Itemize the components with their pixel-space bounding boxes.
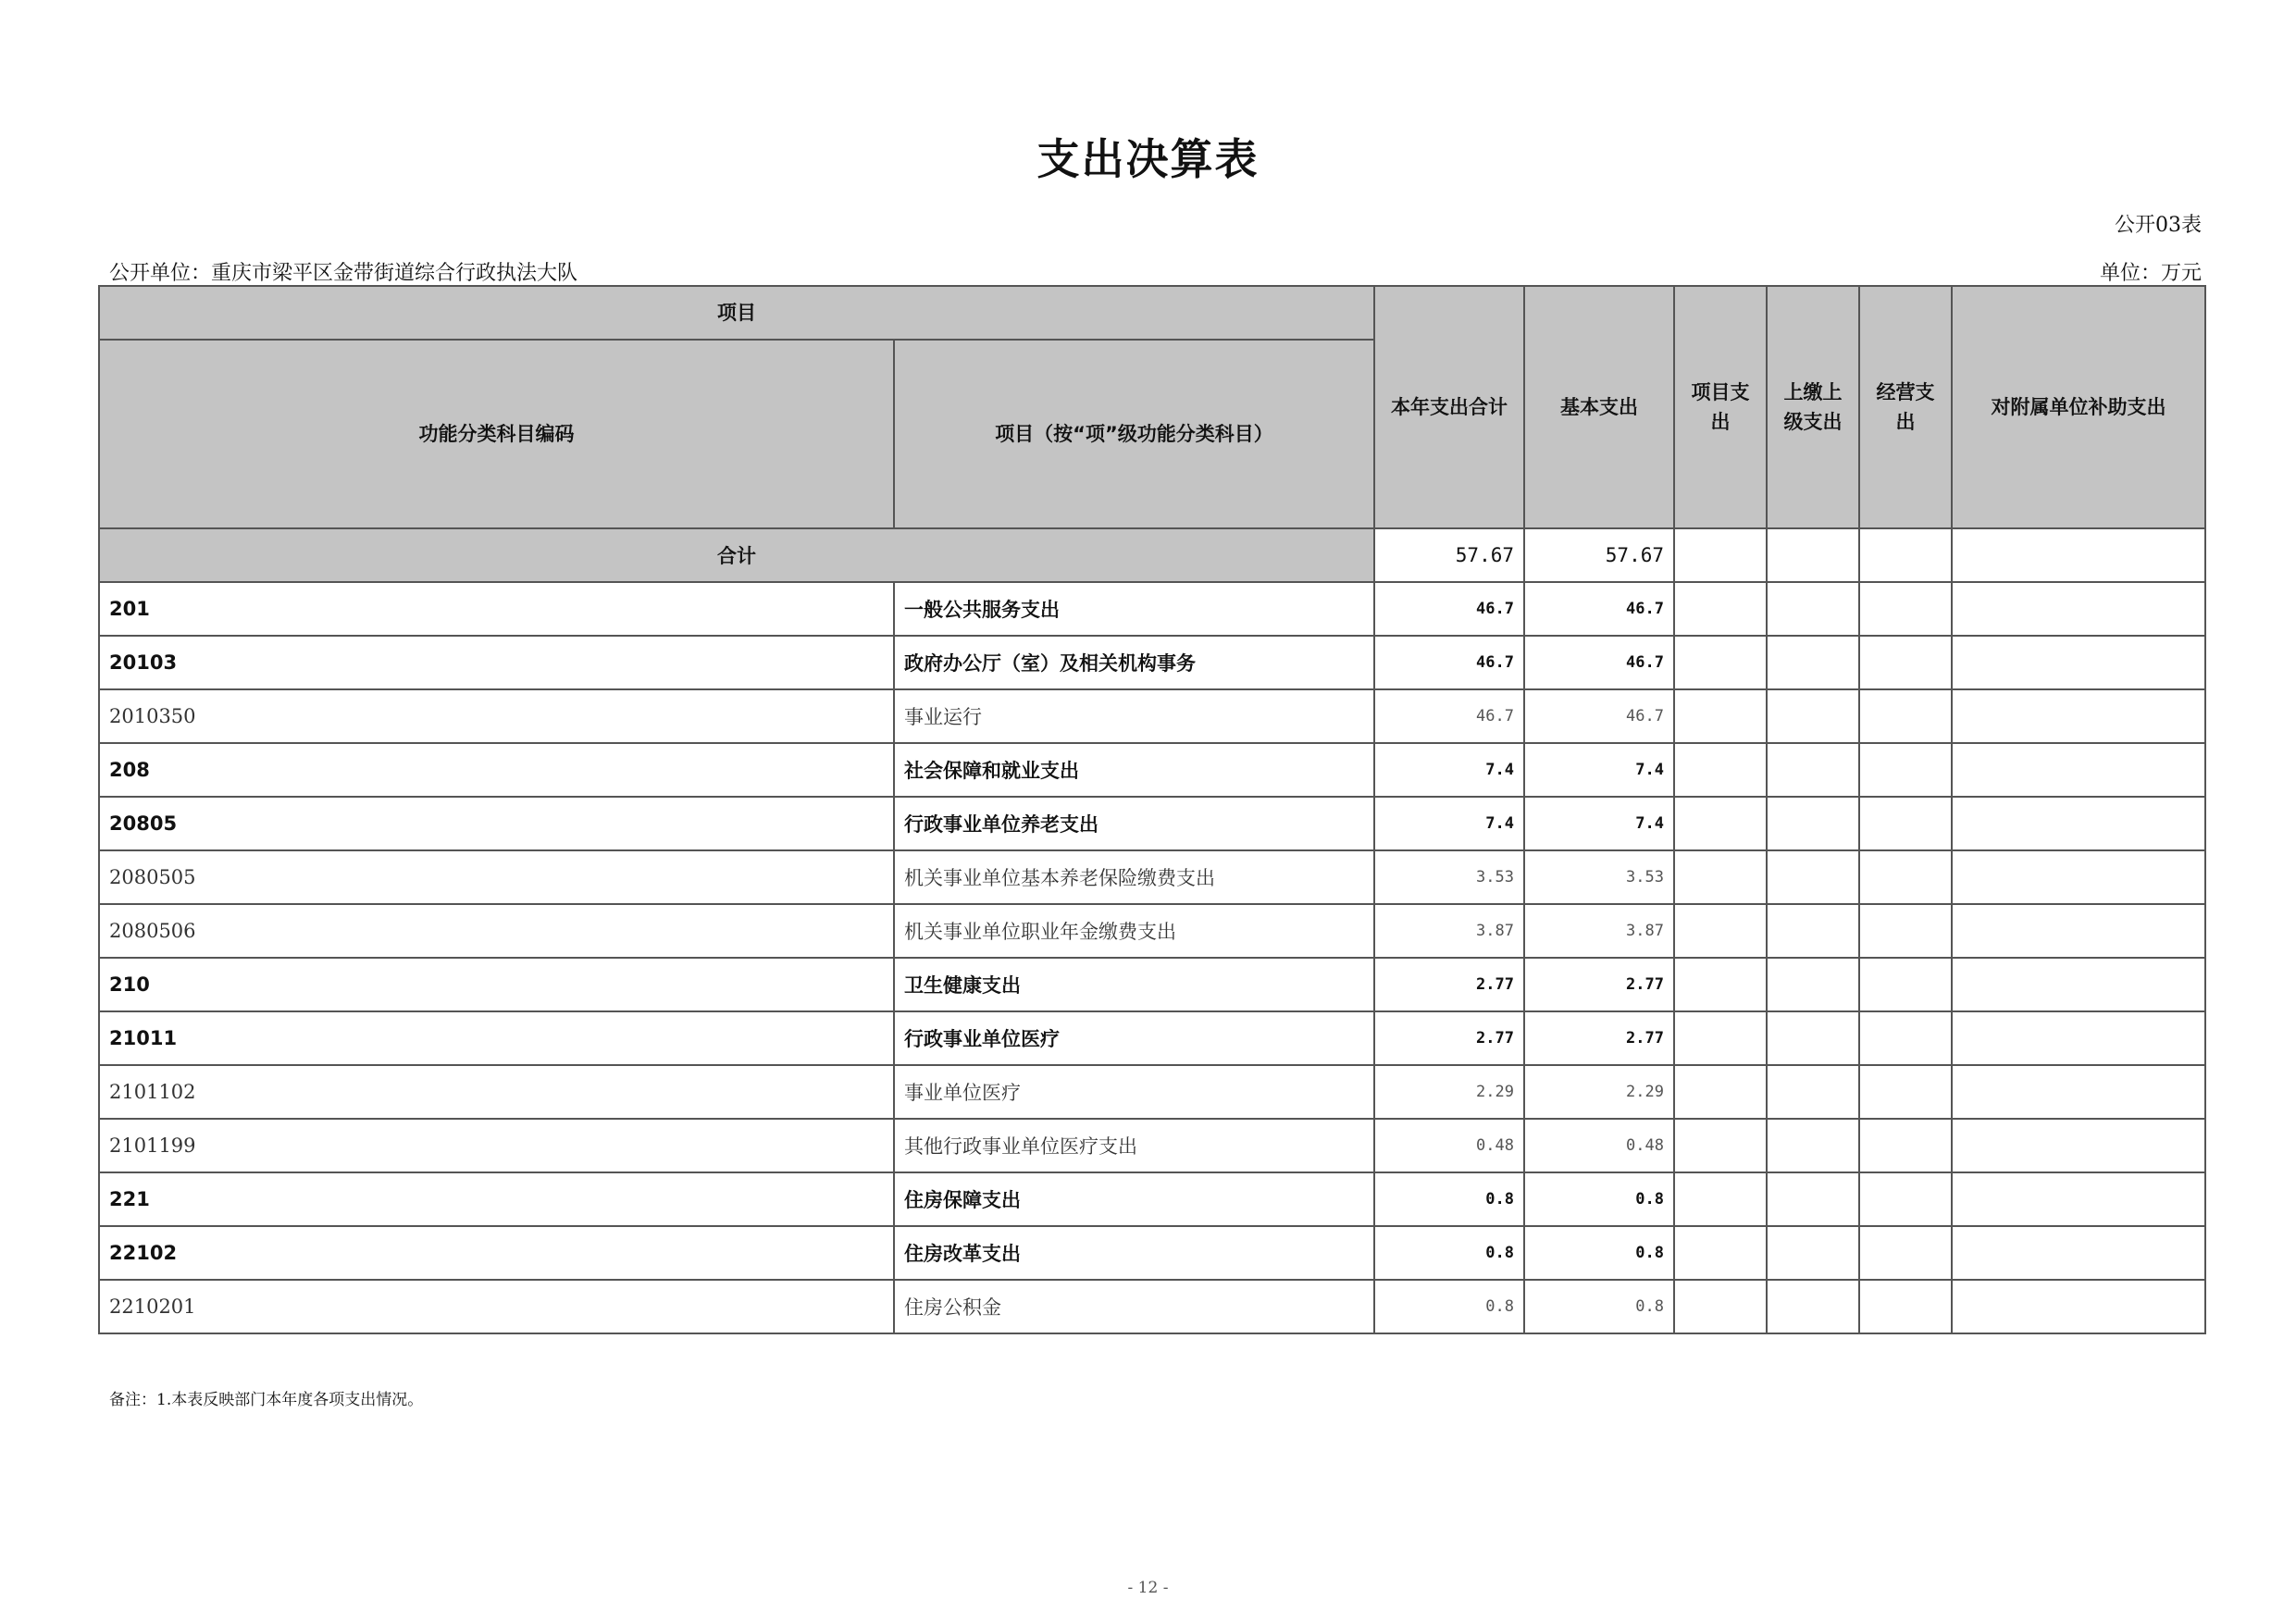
name-cell: 行政事业单位养老支出 — [894, 797, 1374, 850]
name-cell: 其他行政事业单位医疗支出 — [894, 1119, 1374, 1172]
total-cell: 3.53 — [1374, 850, 1524, 904]
code-cell: 2010350 — [99, 689, 894, 743]
empty-cell — [1859, 528, 1952, 582]
empty-cell — [1767, 1119, 1859, 1172]
total-cell: 3.87 — [1374, 904, 1524, 958]
empty-cell — [1674, 689, 1767, 743]
basic-cell: 2.77 — [1524, 1011, 1674, 1065]
table-row — [99, 636, 2205, 689]
name-cell: 事业单位医疗 — [894, 1065, 1374, 1119]
currency-unit: 单位：万元 — [2099, 262, 2202, 285]
total-cell: 0.8 — [1374, 1226, 1524, 1280]
code-cell: 22102 — [99, 1226, 894, 1280]
total-cell: 2.77 — [1374, 1011, 1524, 1065]
basic-cell: 7.4 — [1524, 797, 1674, 850]
code-cell: 20805 — [99, 797, 894, 850]
table-row — [99, 1280, 2205, 1333]
empty-cell — [1952, 1065, 2205, 1119]
empty-cell — [1952, 797, 2205, 850]
empty-cell — [1767, 743, 1859, 797]
header-basic: 基本支出 — [1524, 286, 1674, 528]
name-cell: 住房公积金 — [894, 1280, 1374, 1333]
name-cell: 行政事业单位医疗 — [894, 1011, 1374, 1065]
empty-cell — [1767, 1172, 1859, 1226]
empty-cell — [1674, 636, 1767, 689]
header-total: 本年支出合计 — [1374, 286, 1524, 528]
name-cell: 机关事业单位基本养老保险缴费支出 — [894, 850, 1374, 904]
code-cell: 201 — [99, 582, 894, 636]
empty-cell — [1767, 904, 1859, 958]
name-cell: 事业运行 — [894, 689, 1374, 743]
header-operating: 经营支出 — [1859, 286, 1952, 528]
table-row — [99, 1119, 2205, 1172]
basic-cell: 3.53 — [1524, 850, 1674, 904]
header-subsidy: 对附属单位补助支出 — [1952, 286, 2205, 528]
total-label: 合计 — [99, 528, 1374, 582]
total-cell: 46.7 — [1374, 689, 1524, 743]
code-cell: 20103 — [99, 636, 894, 689]
empty-cell — [1674, 528, 1767, 582]
empty-cell — [1952, 636, 2205, 689]
empty-cell — [1952, 850, 2205, 904]
empty-cell — [1952, 1119, 2205, 1172]
page-title: 支出决算表 — [1036, 134, 1260, 184]
empty-cell — [1767, 689, 1859, 743]
unit-line — [109, 257, 2202, 286]
empty-cell — [1767, 1226, 1859, 1280]
basic-cell: 46.7 — [1524, 689, 1674, 743]
empty-cell — [1859, 689, 1952, 743]
empty-cell — [1674, 1011, 1767, 1065]
expenditure-table — [98, 285, 2206, 1334]
table-row — [99, 1011, 2205, 1065]
header-project: 项目 — [99, 286, 1374, 340]
reporting-unit: 公开单位：重庆市梁平区金带街道综合行政执法大队 — [109, 262, 578, 285]
total-cell: 7.4 — [1374, 743, 1524, 797]
empty-cell — [1767, 582, 1859, 636]
empty-cell — [1859, 1226, 1952, 1280]
code-cell: 221 — [99, 1172, 894, 1226]
basic-cell: 46.7 — [1524, 636, 1674, 689]
basic-cell: 3.87 — [1524, 904, 1674, 958]
total-cell: 2.29 — [1374, 1065, 1524, 1119]
empty-cell — [1952, 1226, 2205, 1280]
empty-cell — [1674, 904, 1767, 958]
empty-cell — [1674, 1065, 1767, 1119]
empty-cell — [1952, 743, 2205, 797]
empty-cell — [1674, 1119, 1767, 1172]
code-cell: 208 — [99, 743, 894, 797]
empty-cell — [1859, 850, 1952, 904]
header-name: 项目（按“项”级功能分类科目） — [894, 340, 1374, 528]
empty-cell — [1859, 582, 1952, 636]
basic-cell: 0.8 — [1524, 1172, 1674, 1226]
empty-cell — [1767, 797, 1859, 850]
empty-cell — [1859, 1280, 1952, 1333]
empty-cell — [1859, 1119, 1952, 1172]
header-upper-payment: 上缴上级支出 — [1767, 286, 1859, 528]
total-cell: 7.4 — [1374, 797, 1524, 850]
table-row — [99, 797, 2205, 850]
name-cell: 政府办公厅（室）及相关机构事务 — [894, 636, 1374, 689]
code-cell: 2101199 — [99, 1119, 894, 1172]
empty-cell — [1952, 582, 2205, 636]
empty-cell — [1859, 743, 1952, 797]
basic-cell: 2.77 — [1524, 958, 1674, 1011]
empty-cell — [1952, 528, 2205, 582]
name-cell: 住房改革支出 — [894, 1226, 1374, 1280]
table-row — [99, 1172, 2205, 1226]
empty-cell — [1952, 1280, 2205, 1333]
empty-cell — [1952, 1172, 2205, 1226]
code-cell: 2080505 — [99, 850, 894, 904]
empty-cell — [1767, 636, 1859, 689]
empty-cell — [1859, 636, 1952, 689]
empty-cell — [1767, 528, 1859, 582]
empty-cell — [1674, 797, 1767, 850]
name-cell: 机关事业单位职业年金缴费支出 — [894, 904, 1374, 958]
empty-cell — [1674, 743, 1767, 797]
empty-cell — [1952, 689, 2205, 743]
code-cell: 2210201 — [99, 1280, 894, 1333]
name-cell: 社会保障和就业支出 — [894, 743, 1374, 797]
total-value: 57.67 — [1374, 528, 1524, 582]
table-row — [99, 850, 2205, 904]
table-row — [99, 904, 2205, 958]
basic-cell: 7.4 — [1524, 743, 1674, 797]
name-cell: 住房保障支出 — [894, 1172, 1374, 1226]
page-number: - 12 - — [1127, 1579, 1169, 1597]
empty-cell — [1952, 1011, 2205, 1065]
empty-cell — [1674, 1226, 1767, 1280]
total-row — [99, 528, 2205, 582]
empty-cell — [1767, 1011, 1859, 1065]
empty-cell — [1767, 958, 1859, 1011]
table-row — [99, 1226, 2205, 1280]
header-project-expenditure: 项目支出 — [1674, 286, 1767, 528]
basic-cell: 2.29 — [1524, 1065, 1674, 1119]
code-cell: 21011 — [99, 1011, 894, 1065]
name-cell: 卫生健康支出 — [894, 958, 1374, 1011]
empty-cell — [1674, 958, 1767, 1011]
empty-cell — [1952, 958, 2205, 1011]
empty-cell — [1952, 904, 2205, 958]
form-number: 公开03表 — [2115, 214, 2202, 237]
table-row — [99, 582, 2205, 636]
code-cell: 2101102 — [99, 1065, 894, 1119]
empty-cell — [1674, 850, 1767, 904]
empty-cell — [1674, 1172, 1767, 1226]
code-cell: 2080506 — [99, 904, 894, 958]
table-row — [99, 958, 2205, 1011]
basic-cell: 0.8 — [1524, 1280, 1674, 1333]
table-row — [99, 689, 2205, 743]
empty-cell — [1859, 1065, 1952, 1119]
total-cell: 46.7 — [1374, 582, 1524, 636]
total-basic-value: 57.67 — [1524, 528, 1674, 582]
total-cell: 46.7 — [1374, 636, 1524, 689]
empty-cell — [1859, 1172, 1952, 1226]
footnote: 备注：1.本表反映部门本年度各项支出情况。 — [109, 1391, 424, 1409]
empty-cell — [1859, 904, 1952, 958]
total-cell: 0.8 — [1374, 1172, 1524, 1226]
basic-cell: 0.48 — [1524, 1119, 1674, 1172]
empty-cell — [1767, 850, 1859, 904]
total-cell: 0.48 — [1374, 1119, 1524, 1172]
empty-cell — [1674, 1280, 1767, 1333]
empty-cell — [1859, 797, 1952, 850]
empty-cell — [1674, 582, 1767, 636]
table-row — [99, 1065, 2205, 1119]
total-cell: 2.77 — [1374, 958, 1524, 1011]
name-cell: 一般公共服务支出 — [894, 582, 1374, 636]
header-code: 功能分类科目编码 — [99, 340, 894, 528]
empty-cell — [1767, 1065, 1859, 1119]
table-row — [99, 743, 2205, 797]
empty-cell — [1767, 1280, 1859, 1333]
code-cell: 210 — [99, 958, 894, 1011]
empty-cell — [1859, 958, 1952, 1011]
basic-cell: 0.8 — [1524, 1226, 1674, 1280]
basic-cell: 46.7 — [1524, 582, 1674, 636]
total-cell: 0.8 — [1374, 1280, 1524, 1333]
empty-cell — [1859, 1011, 1952, 1065]
